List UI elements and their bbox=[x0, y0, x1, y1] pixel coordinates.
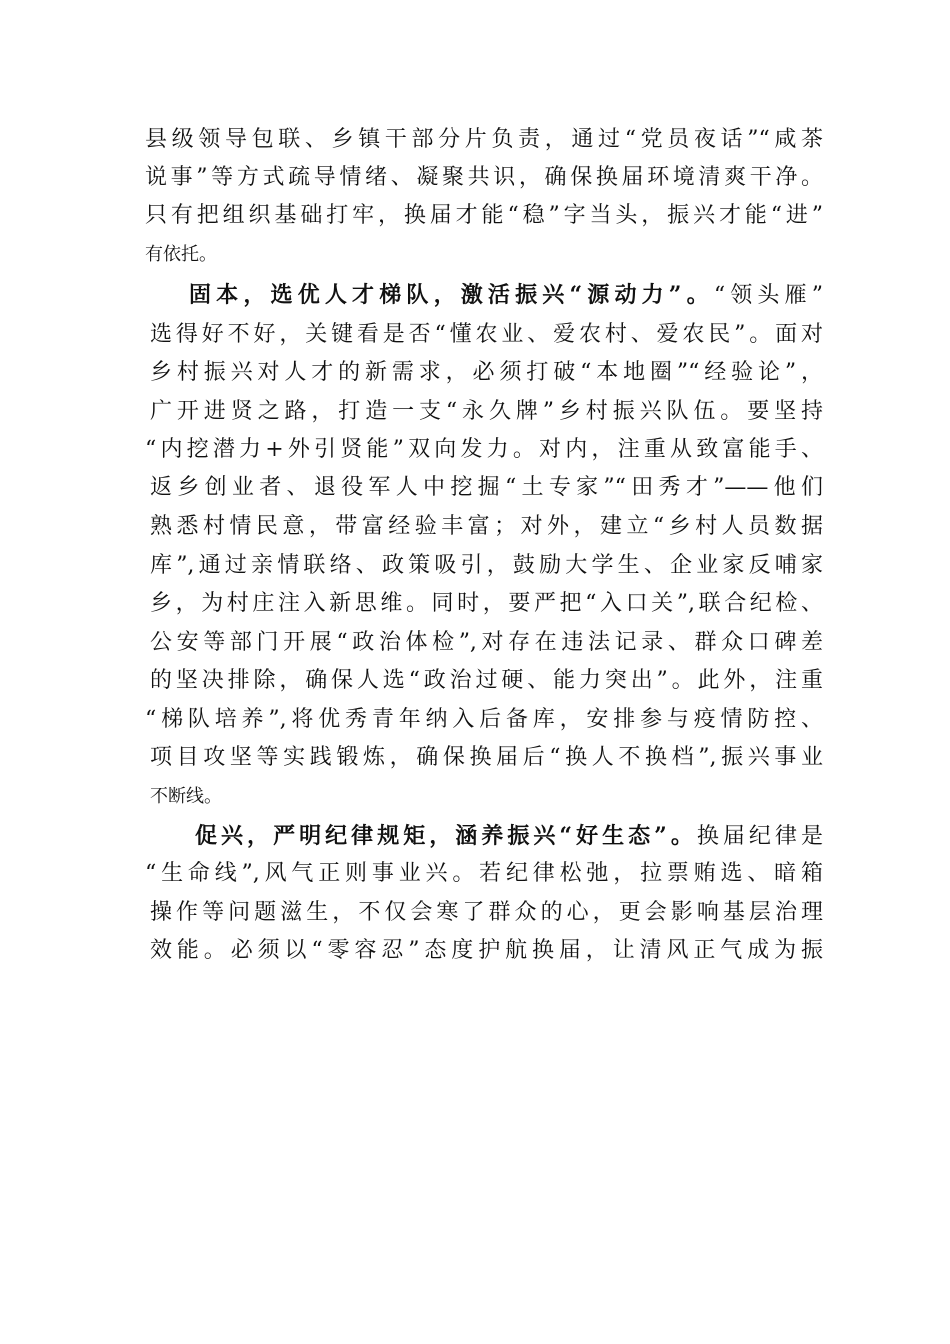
text-line: 选得好不好，关键看是否“懂农业、爱农村、爱农民”。面对 bbox=[150, 322, 823, 347]
text-line: 公安等部门开展“政治体检”,对存在违法记录、群众口碑差 bbox=[150, 630, 823, 655]
paragraph-heading: 固本，选优人才梯队，激活振兴“源动力”。 bbox=[189, 282, 714, 308]
paragraph-heading: 促兴，严明纪律规矩，涵养振兴“好生态”。 bbox=[195, 823, 697, 849]
text-span: “领头雁” bbox=[713, 283, 824, 308]
text-line: 的坚决排除，确保人选“政治过硬、能力突出”。此外，注重 bbox=[150, 668, 823, 693]
text-line: 返乡创业者、退役军人中挖掘“土专家”“田秀才”——他们 bbox=[150, 475, 823, 500]
text-line: 不断线。 bbox=[150, 786, 222, 807]
text-line: 有依托。 bbox=[145, 244, 217, 265]
text-line: 说事”等方式疏导情绪、凝聚共识，确保换届环境清爽干净。 bbox=[145, 165, 823, 190]
paragraph-first-line bbox=[195, 821, 823, 851]
text-line: 只有把组织基础打牢，换届才能“稳”字当头，振兴才能“进” bbox=[145, 203, 823, 228]
paragraph-first-line bbox=[189, 280, 823, 310]
text-line: 效能。必须以“零容忍”态度护航换届，让清风正气成为振 bbox=[150, 938, 823, 963]
text-span: 换届纪律是 bbox=[696, 824, 823, 849]
text-line: “生命线”,风气正则事业兴。若纪律松弛，拉票贿选、暗箱 bbox=[145, 861, 823, 886]
text-line: 县级领导包联、乡镇干部分片负责，通过“党员夜话”“咸茶 bbox=[145, 127, 823, 152]
text-line: 库”,通过亲情联络、政策吸引，鼓励大学生、企业家反哺家 bbox=[150, 553, 823, 578]
text-line: 操作等问题滋生，不仅会寒了群众的心，更会影响基层治理 bbox=[150, 900, 823, 925]
text-line: 熟悉村情民意，带富经验丰富；对外，建立“乡村人员数据 bbox=[150, 514, 823, 539]
text-line: 广开进贤之路，打造一支“永久牌”乡村振兴队伍。要坚持 bbox=[150, 399, 823, 424]
text-line: 乡村振兴对人才的新需求，必须打破“本地圈”“经验论”， bbox=[150, 360, 823, 385]
text-line: 乡，为村庄注入新思维。同时，要严把“入口关”,联合纪检、 bbox=[150, 591, 823, 616]
text-line: 项目攻坚等实践锻炼，确保换届后“换人不换档”,振兴事业 bbox=[150, 745, 823, 770]
text-line: “内挖潜力+外引贤能”双向发力。对内，注重从致富能手、 bbox=[145, 437, 823, 462]
text-line: “梯队培养”,将优秀青年纳入后备库，安排参与疫情防控、 bbox=[145, 707, 823, 732]
